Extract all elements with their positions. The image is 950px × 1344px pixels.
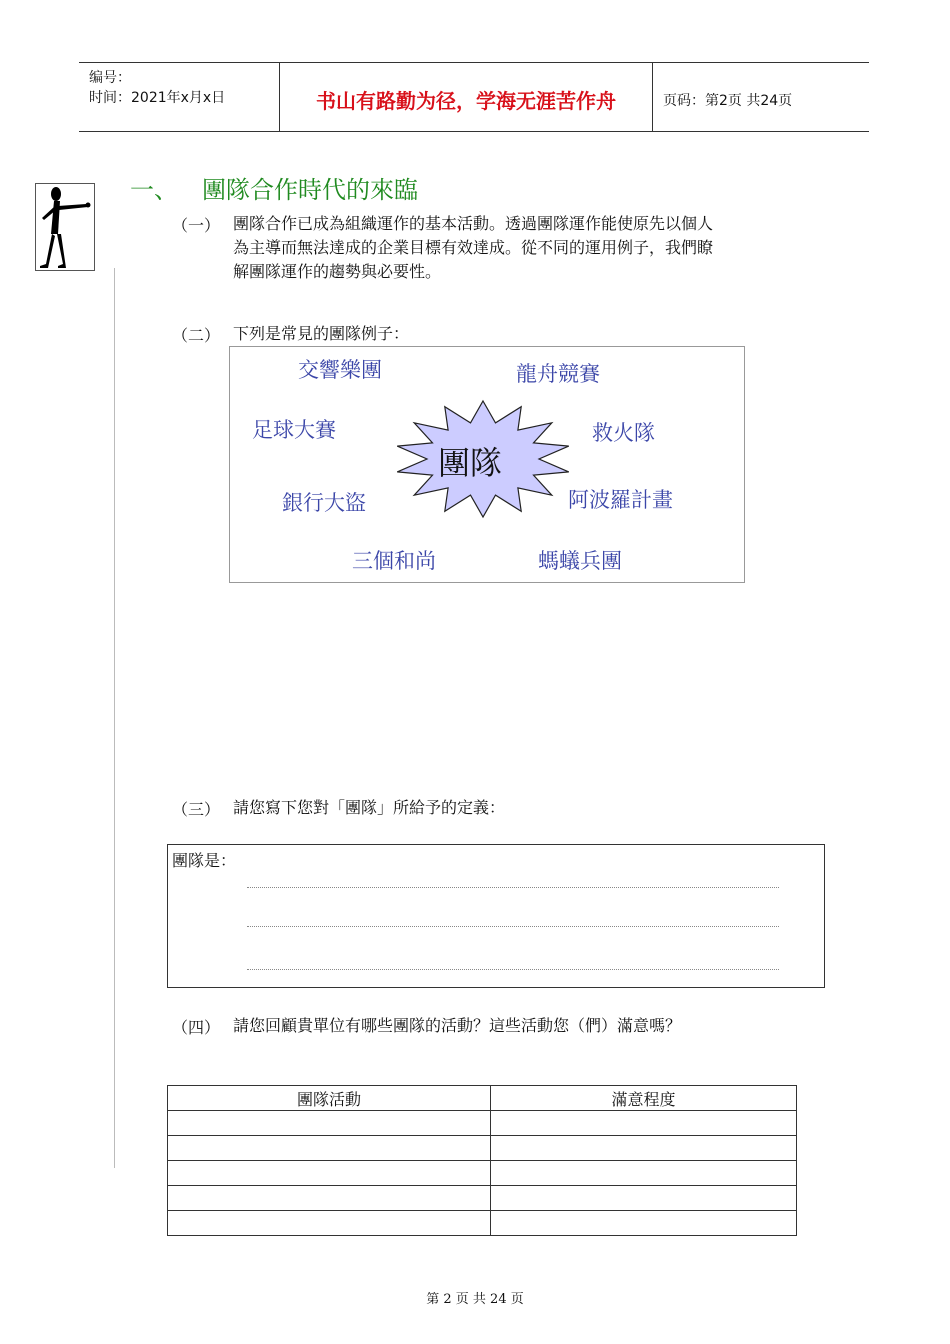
item-1-line-1: 團隊合作已成為組織運作的基本活動。透過團隊運作能使原先以個人 (233, 214, 714, 233)
activity-cell[interactable] (168, 1136, 491, 1161)
table-row (168, 1136, 797, 1161)
activity-cell[interactable] (168, 1186, 491, 1211)
item-3-text: 請您寫下您對「團隊」所給予的定義： (233, 798, 506, 817)
pointing-figure-image (35, 183, 95, 271)
diagram-label-fire-brigade: 救火隊 (592, 421, 655, 445)
item-3-marker: （三） (172, 800, 221, 819)
satisfaction-cell[interactable] (491, 1136, 797, 1161)
diagram-label-orchestra: 交響樂團 (298, 358, 382, 382)
diagram-label-apollo: 阿波羅計畫 (568, 488, 673, 512)
item-1-line-3: 解團隊運作的趨勢與必要性。 (233, 262, 442, 281)
header-satisfaction: 滿意程度 (491, 1086, 797, 1111)
diagram-label-bank-robbers: 銀行大盜 (282, 491, 366, 515)
page-footer: 第 2 页 共 24 页 (426, 1292, 524, 1307)
item-4-text: 請您回顧貴單位有哪些團隊的活動？這些活動您（們）滿意嗎？ (233, 1016, 682, 1035)
header-motto-cell (280, 63, 653, 131)
table-header-row (168, 1086, 797, 1111)
document-time-label: 时间：2021年x月x日 (89, 90, 226, 106)
item-1-line-2: 為主導而無法達成的企業目標有效達成。從不同的運用例子，我們瞭 (233, 238, 714, 257)
item-4-marker: （四） (172, 1018, 221, 1037)
item-1-text (233, 212, 713, 284)
diagram-label-three-monks: 三個和尚 (352, 549, 436, 573)
table-row (168, 1211, 797, 1236)
table-row (168, 1111, 797, 1136)
document-number-label: 编号： (89, 70, 131, 86)
satisfaction-cell[interactable] (491, 1186, 797, 1211)
table-row (168, 1186, 797, 1211)
item-1-marker: （一） (172, 216, 221, 235)
header-meta-cell (79, 63, 280, 131)
definition-line-1[interactable] (247, 887, 779, 888)
satisfaction-cell[interactable] (491, 1211, 797, 1236)
activity-cell[interactable] (168, 1111, 491, 1136)
definition-box[interactable] (167, 844, 825, 988)
margin-rule (114, 268, 115, 1168)
header-page-info: 页码：第2页 共24页 (663, 93, 793, 109)
item-2-text: 下列是常見的團隊例子： (233, 324, 410, 343)
activity-cell[interactable] (168, 1161, 491, 1186)
header-motto: 书山有路勤为径，学海无涯苦作舟 (316, 89, 616, 113)
section-number: 一、 (130, 176, 178, 204)
page-header (79, 62, 869, 132)
diagram-center-label: 團隊 (438, 444, 503, 482)
header-page-cell (653, 63, 869, 131)
team-activity-table (167, 1085, 797, 1236)
section-title: 團隊合作時代的來臨 (202, 176, 418, 204)
definition-label: 團隊是： (172, 851, 237, 870)
table-row (168, 1161, 797, 1186)
satisfaction-cell[interactable] (491, 1161, 797, 1186)
team-examples-diagram (229, 346, 745, 583)
activity-cell[interactable] (168, 1211, 491, 1236)
diagram-label-dragon-boat: 龍舟競賽 (516, 362, 600, 386)
diagram-label-football: 足球大賽 (252, 418, 336, 442)
item-2-marker: （二） (172, 326, 221, 345)
definition-line-3[interactable] (247, 969, 779, 970)
pointing-man-icon (36, 184, 94, 270)
diagram-label-ant-army: 螞蟻兵團 (538, 549, 622, 573)
section-heading (130, 170, 418, 205)
definition-line-2[interactable] (247, 926, 779, 927)
header-team-activity: 團隊活動 (168, 1086, 491, 1111)
satisfaction-cell[interactable] (491, 1111, 797, 1136)
